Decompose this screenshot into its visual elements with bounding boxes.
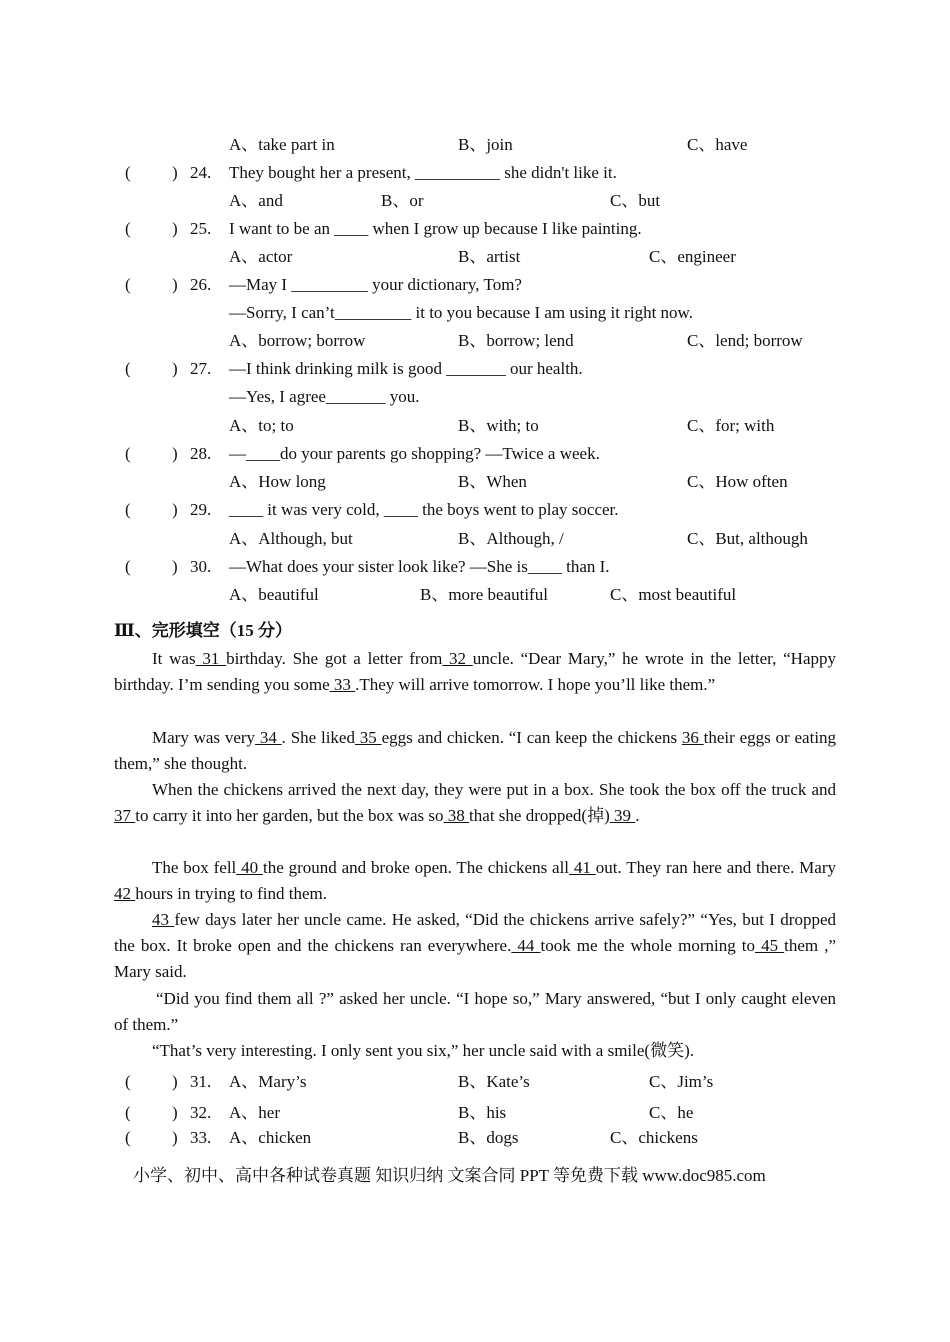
answer-paren-open: (: [125, 1072, 131, 1091]
option-c: C、Jim’s: [649, 1072, 714, 1091]
answer-paren-open: (: [125, 219, 131, 238]
option-c: C、for; with: [687, 416, 775, 435]
option-c: C、engineer: [649, 247, 736, 266]
passage-paragraph-3: When the chickens arrived the next day, they were put in a box. She took the box off the truck and 37 to carry it into her garden, but the box was so 38 that she dropped(掉) 39 .: [114, 780, 836, 825]
option-b: B、his: [458, 1103, 507, 1122]
option-c: C、How often: [687, 472, 788, 491]
answer-paren-close: ): [172, 444, 178, 463]
question-text: —May I _________ your dictionary, Tom?: [229, 275, 522, 294]
option-b: B、dogs: [458, 1128, 519, 1147]
question-text: —I think drinking milk is good _______ our health.: [229, 359, 583, 378]
answer-paren-close: ): [172, 275, 178, 294]
question-text: —____do your parents go shopping? —Twice a week.: [229, 444, 600, 463]
option-b: B、When: [458, 472, 527, 491]
option-b: B、borrow; lend: [458, 331, 574, 350]
option-b: B、or: [381, 191, 424, 210]
question-number: 33.: [190, 1128, 212, 1147]
blank: 41: [569, 858, 596, 877]
blank: 34: [255, 728, 282, 747]
option-b: B、more beautiful: [420, 585, 548, 604]
answer-paren-open: (: [125, 1128, 131, 1147]
passage-paragraph-2: Mary was very 34 . She liked 35 eggs and chicken. “I can keep the chickens 36 their eggs or eating them,” she thought.: [114, 728, 837, 773]
answer-paren-close: ): [172, 500, 178, 519]
question-text-line2: —Yes, I agree_______ you.: [229, 387, 420, 406]
q23-option-c: C、have: [687, 135, 748, 154]
question-number: 27.: [190, 359, 212, 378]
blank: 42: [114, 884, 136, 903]
option-c: C、most beautiful: [610, 585, 737, 604]
blank: 38: [443, 806, 470, 825]
passage-paragraph-6: “Did you find them all ?” asked her uncle. “I hope so,” Mary answered, “but I only caught eleven of them.”: [114, 989, 836, 1034]
question-number: 29.: [190, 500, 212, 519]
passage-paragraph-1: It was 31 birthday. She got a letter from 32 uncle. “Dear Mary,” he wrote in the letter, “Happy birthday. I’m sending you some 33 .They will arrive tomorrow. I hope you’ll like them.”: [114, 649, 836, 694]
question-text: I want to be an ____ when I grow up because I like painting.: [229, 219, 642, 238]
blank: 43: [152, 910, 175, 929]
option-a: A、Mary’s: [229, 1072, 307, 1091]
question-number: 28.: [190, 444, 212, 463]
blank: 44: [511, 936, 541, 955]
option-c: C、lend; borrow: [687, 331, 803, 350]
option-b: B、artist: [458, 247, 521, 266]
q23-option-b: B、join: [458, 135, 513, 154]
answer-paren-open: (: [125, 444, 131, 463]
section-title: Ⅲ、完形填空（15 分）: [114, 621, 292, 640]
option-c: C、chickens: [610, 1128, 698, 1147]
option-a: A、to; to: [229, 416, 294, 435]
option-a: A、How long: [229, 472, 326, 491]
option-a: A、and: [229, 191, 283, 210]
question-text: —What does your sister look like? —She is____ than I.: [229, 557, 610, 576]
option-c: C、But, although: [687, 529, 808, 548]
page-footer: 小学、初中、高中各种试卷真题 知识归纳 文案合同 PPT 等免费下载 www.doc985.com: [133, 1166, 766, 1185]
answer-paren-open: (: [125, 275, 131, 294]
blank: 37: [114, 806, 136, 825]
answer-paren-close: ): [172, 359, 178, 378]
question-text: They bought her a present, __________ she didn't like it.: [229, 163, 617, 182]
question-text-line2: —Sorry, I can’t_________ it to you because I am using it right now.: [229, 303, 693, 322]
blank: 36: [681, 728, 704, 747]
option-a: A、borrow; borrow: [229, 331, 366, 350]
blank: 40: [236, 858, 263, 877]
question-number: 31.: [190, 1072, 212, 1091]
answer-paren-close: ): [172, 219, 178, 238]
blank: 35: [354, 728, 382, 747]
blank: 31: [195, 649, 227, 668]
answer-paren-close: ): [172, 1072, 178, 1091]
blank: 33: [329, 675, 356, 694]
blank: 39: [609, 806, 636, 825]
answer-paren-open: (: [125, 500, 131, 519]
question-number: 25.: [190, 219, 212, 238]
question-number: 32.: [190, 1103, 212, 1122]
option-c: C、but: [610, 191, 661, 210]
question-number: 30.: [190, 557, 212, 576]
answer-paren-open: (: [125, 557, 131, 576]
option-a: A、her: [229, 1103, 280, 1122]
option-a: A、actor: [229, 247, 293, 266]
blank: 32: [442, 649, 473, 668]
answer-paren-close: ): [172, 1103, 178, 1122]
option-c: C、he: [649, 1103, 694, 1122]
passage-paragraph-7: “That’s very interesting. I only sent you six,” her uncle said with a smile(微笑).: [152, 1041, 694, 1060]
answer-paren-open: (: [125, 163, 131, 182]
blank: 45: [755, 936, 785, 955]
option-b: B、with; to: [458, 416, 539, 435]
option-a: A、beautiful: [229, 585, 319, 604]
answer-paren-close: ): [172, 163, 178, 182]
option-a: A、chicken: [229, 1128, 312, 1147]
question-text: ____ it was very cold, ____ the boys went to play soccer.: [229, 500, 619, 519]
option-b: B、Kate’s: [458, 1072, 530, 1091]
answer-paren-close: ): [172, 557, 178, 576]
q23-option-a: A、take part in: [229, 135, 335, 154]
answer-paren-close: ): [172, 1128, 178, 1147]
passage-paragraph-4: The box fell 40 the ground and broke open. The chickens all 41 out. They ran here and there. Mary 42 hours in trying to find them.: [114, 858, 836, 903]
answer-paren-open: (: [125, 359, 131, 378]
option-b: B、Although, /: [458, 529, 564, 548]
option-a: A、Although, but: [229, 529, 353, 548]
passage-paragraph-5: 43 few days later her uncle came. He asked, “Did the chickens arrive safely?” “Yes, but I dropped the box. It broke open and the chickens ran everywhere. 44 took me the whole morning to 45 them ,” Mary said.: [114, 910, 837, 981]
answer-paren-open: (: [125, 1103, 131, 1122]
question-number: 26.: [190, 275, 212, 294]
question-number: 24.: [190, 163, 212, 182]
